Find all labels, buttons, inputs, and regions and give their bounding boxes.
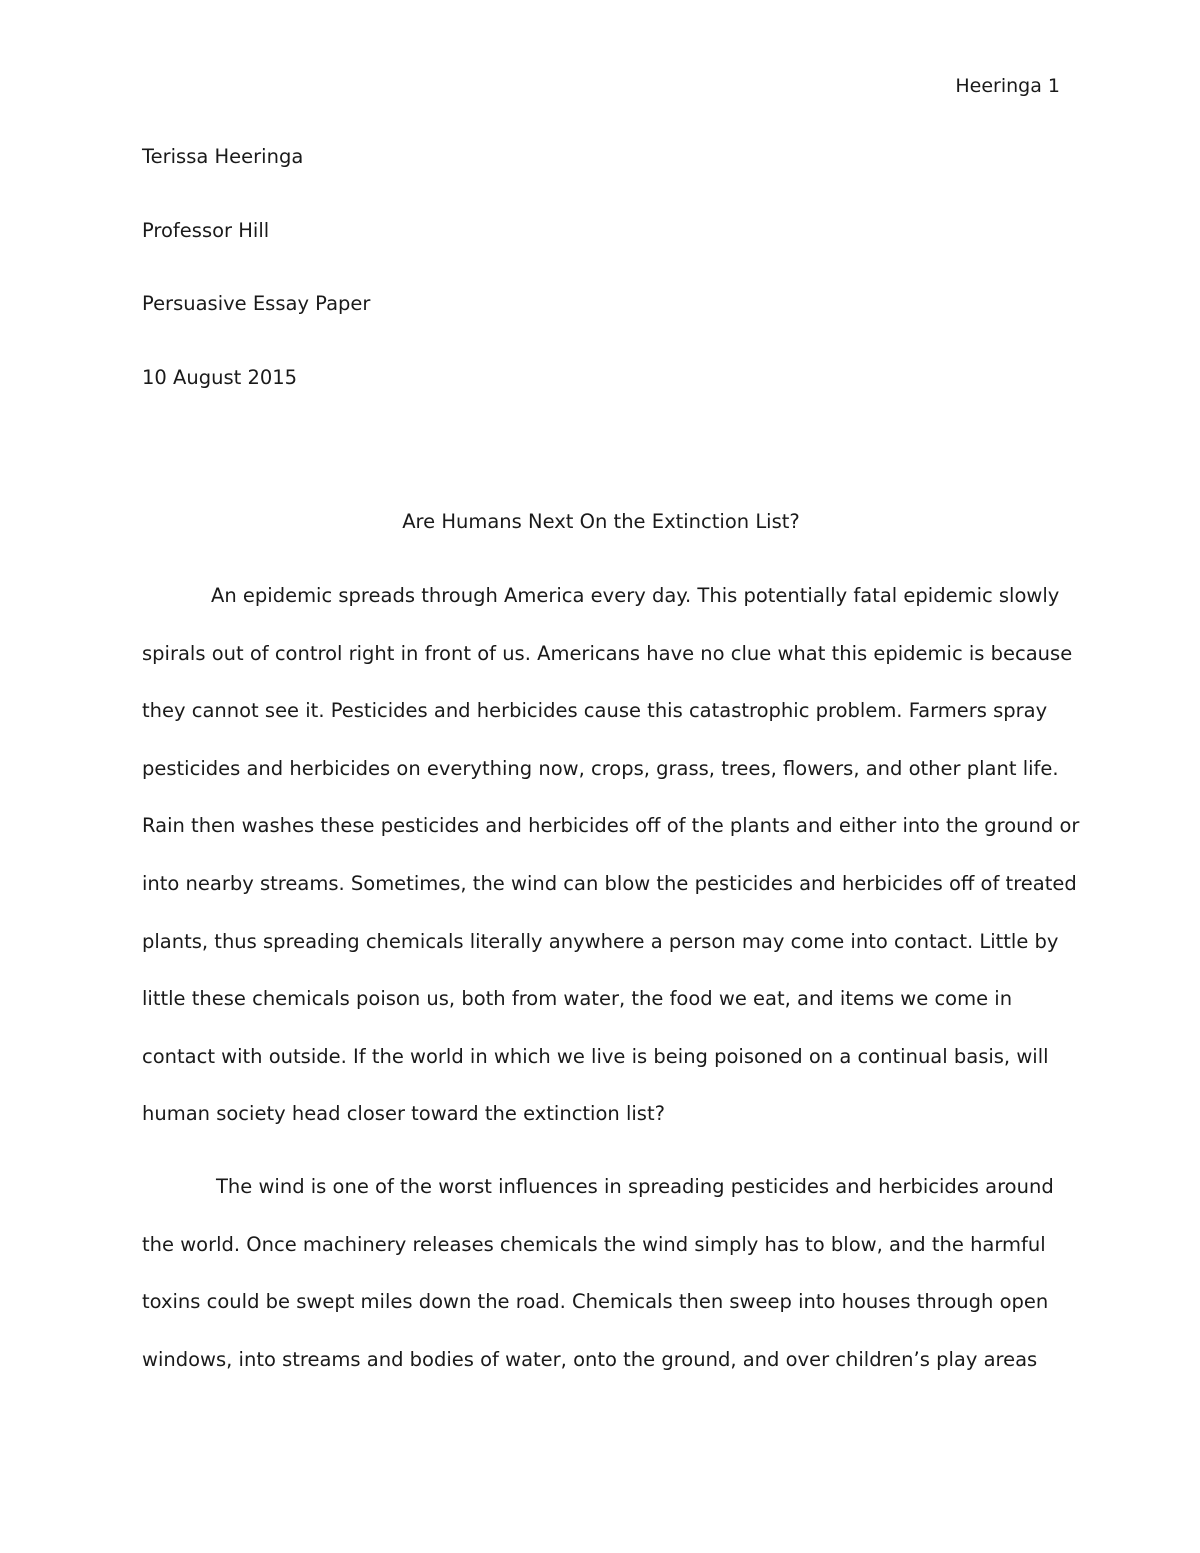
paragraph-1-line-8: little these chemicals poison us, both from water, the food we eat, and items we come in — [142, 987, 1013, 1011]
paragraph-1-line-2: spirals out of control right in front of us. Americans have no clue what this epidemic is because — [142, 641, 1073, 665]
paragraph-1-line-3: they cannot see it. Pesticides and herbicides cause this catastrophic problem. Farmers spray — [142, 699, 1048, 723]
instructor-name: Professor Hill — [142, 218, 270, 242]
paragraph-2-line-3: toxins could be swept miles down the road. Chemicals then sweep into houses through open — [142, 1290, 1049, 1314]
paragraph-1-line-7: plants, thus spreading chemicals literally anywhere a person may come into contact. Little by — [142, 929, 1059, 953]
paragraph-2-line-2: the world. Once machinery releases chemicals the wind simply has to blow, and the harmful — [142, 1232, 1046, 1256]
paragraph-1-line-9: contact with outside. If the world in which we live is being poisoned on a continual basis, will — [142, 1044, 1049, 1068]
paragraph-1-line-1: An epidemic spreads through America every day. This potentially fatal epidemic slowly — [211, 584, 1060, 607]
paragraph-1-line-10: human society head closer toward the extinction list? — [142, 1102, 665, 1126]
paragraph-2-line-4: windows, into streams and bodies of water, onto the ground, and over children’s play areas — [142, 1347, 1038, 1371]
paragraph-1-line-4: pesticides and herbicides on everything now, crops, grass, trees, flowers, and other plant life. — [142, 756, 1059, 780]
author-name: Terissa Heeringa — [142, 145, 304, 168]
paragraph-2-line-1: The wind is one of the worst influences in spreading pesticides and herbicides around — [216, 1174, 1054, 1198]
running-head: Heeringa 1 — [955, 75, 1060, 97]
mla-heading — [142, 143, 1062, 437]
essay-body — [142, 582, 1082, 1403]
essay-title: Are Humans Next On the Extinction List? — [402, 510, 800, 533]
paragraph-1-line-5: Rain then washes these pesticides and herbicides off of the plants and either into the ground or — [142, 814, 1080, 838]
paragraph-1-line-6: into nearby streams. Sometimes, the wind can blow the pesticides and herbicides off of treated — [142, 871, 1077, 895]
paper-date: 10 August 2015 — [142, 365, 298, 389]
course-name: Persuasive Essay Paper — [142, 292, 371, 315]
